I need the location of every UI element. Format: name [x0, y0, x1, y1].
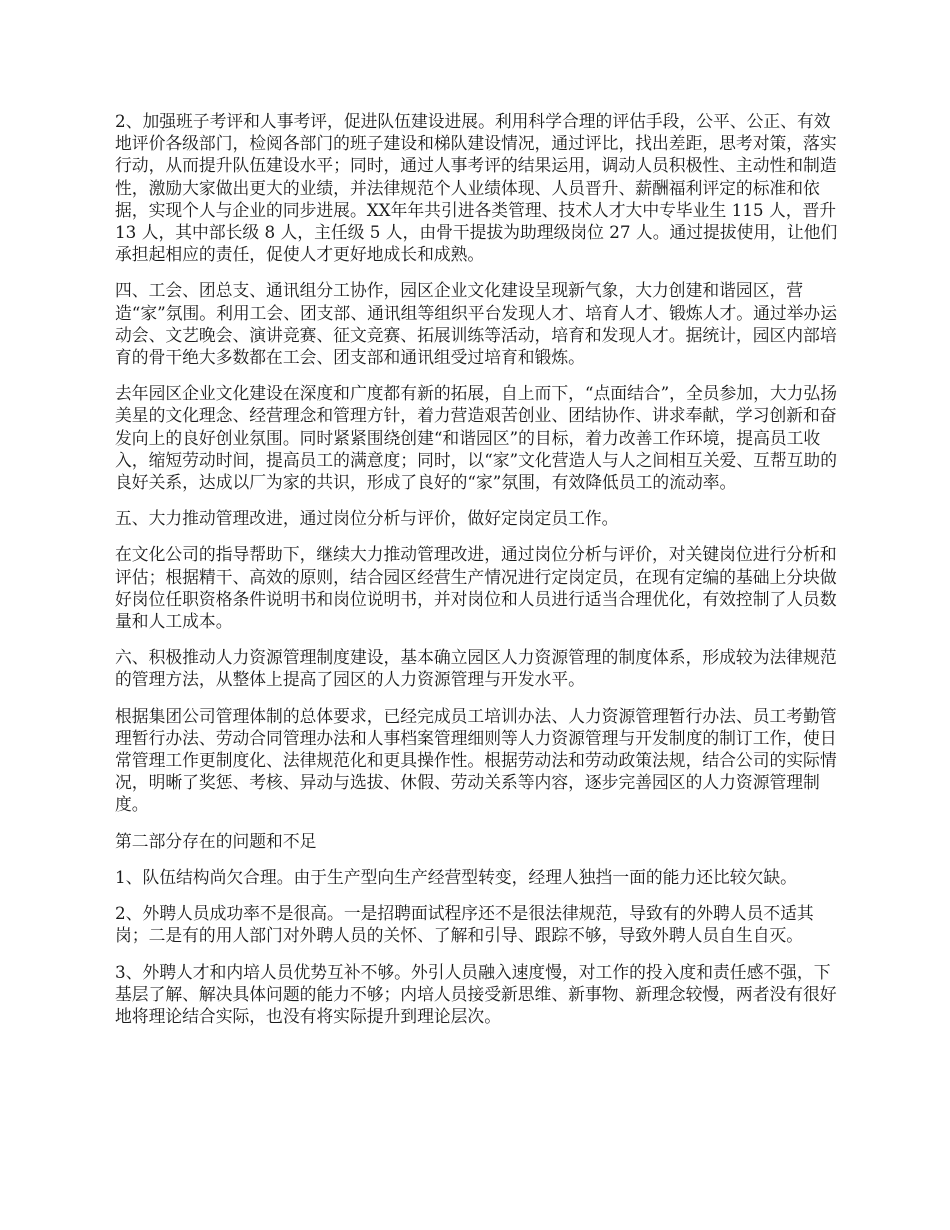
paragraph-problem-two: 2、外聘人员成功率不是很高。一是招聘面试程序还不是很法律规范，导致有的外聘人员不适其岗；二是有的用人部门对外聘人员的关怀、了解和引导、跟踪不够，导致外聘人员自生自灭。 [115, 903, 814, 946]
paragraph-team-appraisal: 2、加强班子考评和人事考评，促进队伍建设进展。利用科学合理的评估手段，公平、公正、有效地评价各级部门，检阅各部门的班子建设和梯队建设情况，通过评比，找出差距，思考对策，落实行动，从而提升队伍建设水平；同时，通过人事考评的结果运用，调动人员积极性、主动性和制造性，激励大家做出更大的业绩，并法律规范个人业绩体现、人员晋升、薪酬福利评定的标准和依据，实现个人与企业的同步进展。XX年年共引进各类管理、技术人才大中专毕业生 115 人，晋升 13 人，其中部长级 8 人，主任级 5 人，由骨干提拔为助理级岗位 27 人。通过提拔使用，让他们承担起相应的责任，促使人才更好地成长和成熟。 [115, 111, 838, 265]
paragraph-problem-three: 3、外聘人才和内培人员优势互补不够。外引人员融入速度慢，对工作的投入度和责任感不强，下基层了解、解决具体问题的能力不够；内培人员接受新思维、新事物、新理念较慢，两者没有很好地将理论结合实际，也没有将实际提升到理论层次。 [115, 961, 837, 1026]
paragraph-section-six: 六、积极推动人力资源管理制度建设，基本确立园区人力资源管理的制度体系，形成较为法律规范的管理方法，从整体上提高了园区的人力资源管理与开发水平。 [115, 647, 837, 690]
paragraph-section-five: 五、大力推动管理改进，通过岗位分析与评价，做好定岗定员工作。 [115, 508, 619, 529]
paragraph-section-four: 四、工会、团总支、通讯组分工协作，园区企业文化建设呈现新气象，大力创建和谐园区，营造“家”氛围。利用工会、团支部、通讯组等组织平台发现人才、培育人才、锻炼人才。通过举办运动会、文艺晚会、演讲竞赛、征文竞赛、拓展训练等活动，培育和发现人才。据统计，园区内部培育的骨干绝大多数都在工会、团支部和通讯组受过培育和锻炼。 [115, 280, 837, 368]
heading-part-two: 第二部分存在的问题和不足 [115, 830, 317, 851]
document-page [115, 110, 840, 1041]
paragraph-problem-one: 1、队伍结构尚欠合理。由于生产型向生产经营型转变，经理人独挡一面的能力还比较欠缺。 [115, 866, 797, 887]
paragraph-culture-building: 去年园区企业文化建设在深度和广度都有新的拓展，自上而下，“点面结合”，全员参加，大力弘扬美星的文化理念、经营理念和管理方针，着力营造艰苦创业、团结协作、讲求奉献，学习创新和奋发向上的良好创业氛围。同时紧紧围绕创建“和谐园区”的目标，着力改善工作环境，提高员工收入，缩短劳动时间，提高员工的满意度；同时，以“家”文化营造人与人之间相互关爱、互帮互助的良好关系，达成以厂为家的共识，形成了良好的“家”氛围，有效降低员工的流动率。 [115, 383, 837, 493]
paragraph-management-improvement: 在文化公司的指导帮助下，继续大力推动管理改进，通过岗位分析与评价，对关键岗位进行分析和评估；根据精干、高效的原则，结合园区经营生产情况进行定岗定员，在现有定编的基础上分块做好岗位任职资格条件说明书和岗位说明书，并对岗位和人员进行适当合理优化，有效控制了人员数量和人工成本。 [115, 544, 837, 632]
paragraph-hr-system: 根据集团公司管理体制的总体要求，已经完成员工培训办法、人力资源管理暂行办法、员工考勤管理暂行办法、劳动合同管理办法和人事档案管理细则等人力资源管理与开发制度的制订工作，使日常管理工作更制度化、法律规范化和更具操作性。根据劳动法和劳动政策法规，结合公司的实际情况，明晰了奖惩、考核、异动与选拔、休假、劳动关系等内容，逐步完善园区的人力资源管理制度。 [115, 705, 837, 815]
